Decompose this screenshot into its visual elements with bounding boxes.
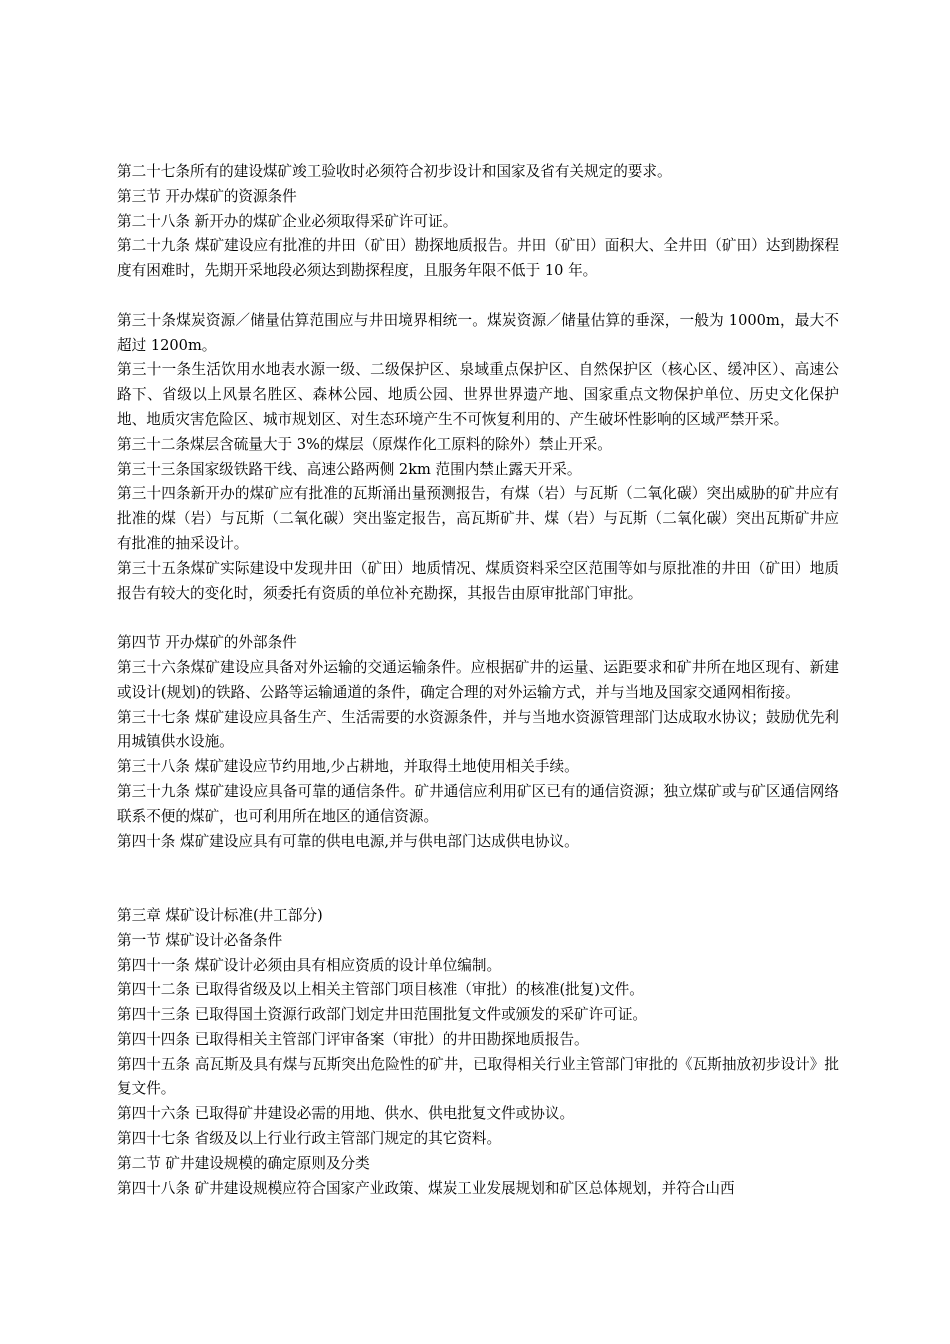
article-47: 第四十七条 省级及以上行业行政主管部门规定的其它资料。 (117, 1130, 502, 1148)
article-29: 第二十九条 煤矿建设应有批准的井田（矿田）勘探地质报告。井田（矿田）面积大、全井田（矿田）达到勘探程度有困难时，先期开采地段必须达到勘探程度，且服务年限不低于 10 年。 (117, 237, 839, 280)
blank-line (117, 854, 839, 879)
blank-line (117, 879, 839, 904)
article-41: 第四十一条 煤矿设计必须由具有相应资质的设计单位编制。 (117, 956, 502, 974)
section-4-heading: 第四节 开办煤矿的外部条件 (117, 634, 297, 652)
article-40: 第四十条 煤矿建设应具有可靠的供电电源,并与供电部门达成供电协议。 (117, 832, 579, 850)
article-48: 第四十八条 矿井建设规模应符合国家产业政策、煤炭工业发展规划和矿区总体规划，并符合山西 (117, 1179, 735, 1197)
article-32: 第三十二条煤层含硫量大于 3%的煤层（原煤作化工原料的除外）禁止开采。 (117, 435, 612, 453)
article-37: 第三十七条 煤矿建设应具备生产、生活需要的水资源条件，并与当地水资源管理部门达成取水协议；鼓励优先利用城镇供水设施。 (117, 708, 839, 751)
article-31: 第三十一条生活饮用水地表水源一级、二级保护区、泉域重点保护区、自然保护区（核心区、缓冲区）、高速公路下、省级以上风景名胜区、森林公园、地质公园、世界世界遗产地、国家重点文物保护单位、历史文化保护地、地质灾害危险区、城市规划区、对生态环境产生不可恢复利用的、产生破坏性影响的区域严禁开采。 (117, 361, 839, 428)
article-43: 第四十三条 已取得国土资源行政部门划定井田范围批复文件或颁发的采矿许可证。 (117, 1006, 648, 1024)
section-3-heading: 第三节 开办煤矿的资源条件 (117, 187, 297, 205)
article-46: 第四十六条 已取得矿井建设必需的用地、供水、供电批复文件或协议。 (117, 1105, 575, 1123)
article-44: 第四十四条 已取得相关主管部门评审备案（审批）的井田勘探地质报告。 (117, 1030, 589, 1048)
section-1-heading: 第一节 煤矿设计必备条件 (117, 931, 283, 949)
chapter-3-heading: 第三章 煤矿设计标准(井工部分) (117, 906, 323, 924)
section-2-heading: 第二节 矿井建设规模的确定原则及分类 (117, 1154, 370, 1172)
article-28: 第二十八条 新开办的煤矿企业必须取得采矿许可证。 (117, 212, 458, 230)
article-33: 第三十三条国家级铁路干线、高速公路两侧 2km 范围内禁止露天开采。 (117, 460, 582, 478)
article-45: 第四十五条 高瓦斯及具有煤与瓦斯突出危险性的矿井，已取得相关行业主管部门审批的《瓦斯抽放初步设计》批复文件。 (117, 1055, 839, 1098)
article-34: 第三十四条新开办的煤矿应有批准的瓦斯涌出量预测报告，有煤（岩）与瓦斯（二氧化碳）突出威胁的矿井应有批准的煤（岩）与瓦斯（二氧化碳）突出鉴定报告，高瓦斯矿井、煤（岩）与瓦斯（二氧化碳）突出瓦斯矿井应有批准的抽采设计。 (117, 485, 839, 552)
document-page (117, 160, 839, 1201)
article-30: 第三十条煤炭资源／储量估算范围应与井田境界相统一。煤炭资源／储量估算的垂深，一般为 1000m，最大不超过 1200m。 (117, 311, 839, 354)
article-39: 第三十九条 煤矿建设应具备可靠的通信条件。矿井通信应利用矿区已有的通信资源；独立煤矿或与矿区通信网络联系不便的煤矿，也可利用所在地区的通信资源。 (117, 782, 839, 825)
article-27: 第二十七条所有的建设煤矿竣工验收时必须符合初步设计和国家及省有关规定的要求。 (117, 163, 672, 180)
article-42: 第四十二条 已取得省级及以上相关主管部门项目核准（审批）的核准(批复)文件。 (117, 981, 644, 999)
article-36: 第三十六条煤矿建设应具备对外运输的交通运输条件。应根据矿井的运量、运距要求和矿井所在地区现有、新建或设计(规划)的铁路、公路等运输通道的条件，确定合理的对外运输方式，并与当地及国家交通网相衔接。 (117, 658, 839, 701)
article-38: 第三十八条 煤矿建设应节约用地,少占耕地，并取得土地使用相关手续。 (117, 758, 579, 776)
article-35: 第三十五条煤矿实际建设中发现井田（矿田）地质情况、煤质资料采空区范围等如与原批准的井田（矿田）地质报告有较大的变化时，须委托有资质的单位补充勘探，其报告由原审批部门审批。 (117, 559, 839, 602)
